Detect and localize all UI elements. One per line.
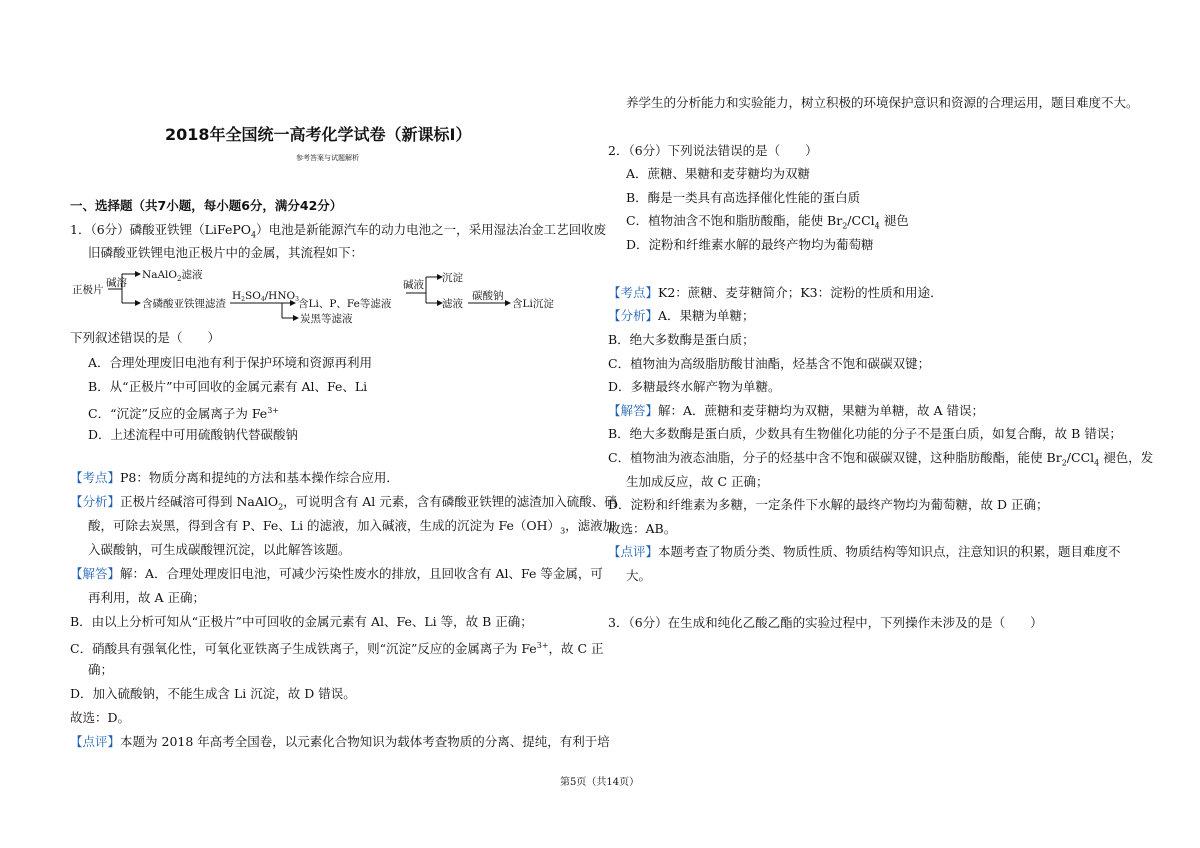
q2-option-c: C．植物油含不饱和脂肪酸酯，能使 $Br_2/CCl_4$ 褪色 xyxy=(626,213,909,231)
page-subtitle: 参考答案与试题解析 xyxy=(296,154,359,162)
q2-jieda-line2: B．绝大多数酶是蛋白质，少数具有生物催化功能的分子不是蛋白质，如复合酶，故 B 错误； xyxy=(608,426,1122,441)
q1-jieda-line1: 【解答】解：A．合理处理废旧电池，可减少污染性废水的排放，且回收含有 Al、Fe 等金属，可 xyxy=(70,566,603,581)
flow-naalo2-label: NaAlO$_2$滤液 xyxy=(142,269,203,283)
flow-acid-label: H2SO4/HNO3 xyxy=(232,290,299,303)
q2-dianping-line2: 大。 xyxy=(626,568,652,583)
q1-fenxi-line1: 【分析】正极片经碱溶可得到 NaAlO$_2$，可说明含有 Al 元素，含有磷酸亚铁锂的滤渣加入硫酸、硝 xyxy=(70,494,617,512)
q2-fenxi-line3: C．植物油为高级脂肪酸甘油酯，烃基含不饱和碳碳双键； xyxy=(608,356,931,371)
q2-stem: 2．（6分）下列说法错误的是（ ） xyxy=(608,143,818,158)
q2-dianping-line1: 【点评】本题考查了物质分类、物质性质、物质结构等知识点，注意知识的积累，题目难度不 xyxy=(608,544,1121,559)
q1-jieda-line2: 再利用，故 A 正确； xyxy=(88,590,205,605)
q2-fenxi-line2: B．绝大多数酶是蛋白质； xyxy=(608,332,755,347)
q1-option-d: D．上述流程中可用硫酸钠代替碳酸钠 xyxy=(88,427,299,442)
q1-option-a: A．合理处理废旧电池有利于保护环境和资源再利用 xyxy=(88,355,373,370)
q1-choice: 故选：D。 xyxy=(70,710,131,725)
flow-filtrate2-label: 滤液 xyxy=(442,298,463,310)
flow-na2co3-label: 碳酸钠 xyxy=(472,290,504,302)
page-title: 2018年全国统一高考化学试卷（新课标Ⅰ） xyxy=(165,125,472,144)
flow-li-precip-label: 含Li沉淀 xyxy=(512,298,554,310)
q1-jieda-line4: C．硝酸具有强氧化性，可氧化亚铁离子生成铁离子，则“沉淀”反应的金属离子为 $Fe^{3+}$，故 C 正 xyxy=(70,641,604,657)
q2-jieda-line3: C．植物油为液态油脂，分子的烃基中含不饱和碳碳双键，这种脂肪酸酯，能使 $Br_2/CCl_4$ 褪色，发 xyxy=(608,450,1154,468)
section-heading: 一、选择题（共7小题，每小题6分，满分42分） xyxy=(70,198,343,213)
q1-option-b: B．从“正极片”中可回收的金属元素有 Al、Fe、Li xyxy=(88,379,368,394)
q1-kaodian: 【考点】P8：物质分离和提纯的方法和基本操作综合应用． xyxy=(70,470,399,485)
flow-start-label: 正极片 xyxy=(72,284,104,296)
q1-ask: 下列叙述错误的是（ ） xyxy=(70,330,221,345)
q2-jieda-line4: 生加成反应，故 C 正确； xyxy=(626,474,769,489)
q2-option-b: B．酶是一类具有高选择催化性能的蛋白质 xyxy=(626,190,861,205)
q2-choice: 故选：AB。 xyxy=(608,521,677,536)
page-footer: 第5页（共14页） xyxy=(560,777,640,788)
q2-fenxi-line1: 【分析】A．果糖为单糖； xyxy=(608,308,755,323)
q1-stem-line1: 1．（6分）磷酸亚铁锂（LiFePO$_4$）电池是新能源汽车的动力电池之一，采用湿法冶金工艺回收废 xyxy=(70,222,607,240)
q1-jieda-line6: D．加入硫酸钠，不能生成含 Li 沉淀，故 D 错误。 xyxy=(70,686,356,701)
q1-option-c: C．“沉淀”反应的金属离子为 $Fe^{3+}$ xyxy=(88,406,280,422)
q1-jieda-line3: B．由以上分析可知从“正极片”中可回收的金属元素有 Al、Fe、Li 等，故 B 正确； xyxy=(70,614,533,629)
q1-dianping-line2: 养学生的分析能力和实验能力，树立积极的环境保护意识和资源的合理运用，题目难度不大。 xyxy=(626,95,1139,110)
flow-alkali2-label: 碱液 xyxy=(403,279,424,291)
q2-fenxi-line4: D．多糖最终水解产物为单糖。 xyxy=(608,379,781,394)
flow-carbon-label: 炭黑等滤液 xyxy=(300,313,353,324)
q2-kaodian: 【考点】K2：蔗糖、麦芽糖简介；K3：淀粉的性质和用途． xyxy=(608,285,943,300)
q1-fenxi-line2: 酸，可除去炭黑，得到含有 P、Fe、Li 的滤液，加入碱液，生成的沉淀为 $Fe(OH)_3$，滤液加 xyxy=(88,518,616,536)
q1-jieda-line5: 确； xyxy=(88,662,114,677)
q1-fenxi-line3: 入碳酸钠，可生成碳酸锂沉淀，以此解答该题。 xyxy=(88,542,351,557)
q1-stem-line2: 旧磷酸亚铁锂电池正极片中的金属，其流程如下： xyxy=(88,245,364,260)
flow-precip-label: 沉淀 xyxy=(442,272,463,284)
flow-residue-label: 含磷酸亚铁锂滤渣 xyxy=(142,298,226,310)
q2-jieda-line5: D．淀粉和纤维素为多糖，一定条件下水解的最终产物均为葡萄糖，故 D 正确； xyxy=(608,497,1049,512)
q2-jieda-line1: 【解答】解：A．蔗糖和麦芽糖均为双糖，果糖为单糖，故 A 错误； xyxy=(608,403,985,418)
flow-alkali-label: 碱溶 xyxy=(106,277,127,289)
q2-option-d: D．淀粉和纤维素水解的最终产物均为葡萄糖 xyxy=(626,237,874,252)
q1-flow-diagram xyxy=(70,262,570,324)
flow-filtrate-label: 含Li、P、Fe等滤液 xyxy=(298,298,392,310)
q3-stem: 3．（6分）在生成和纯化乙酸乙酯的实验过程中，下列操作未涉及的是（ ） xyxy=(608,615,1043,630)
q2-option-a: A．蔗糖、果糖和麦芽糖均为双糖 xyxy=(626,166,811,181)
q1-dianping-line1: 【点评】本题为 2018 年高考全国卷，以元素化合物知识为载体考查物质的分离、提纯，有利于培 xyxy=(70,734,610,749)
